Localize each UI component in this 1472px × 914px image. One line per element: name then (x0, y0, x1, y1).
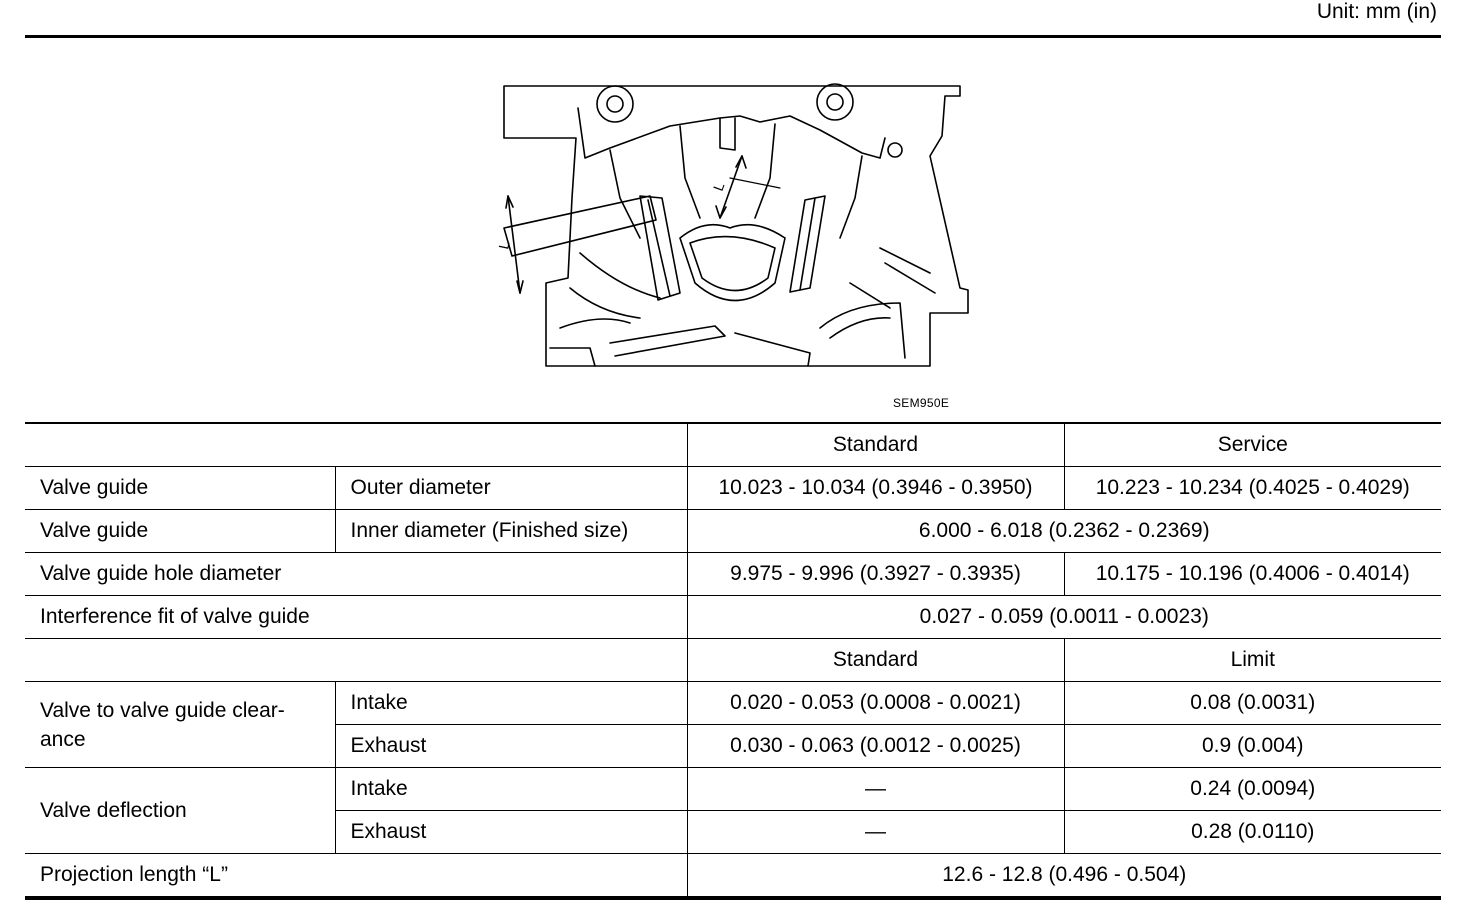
table-row (25, 467, 1441, 510)
combined-value: 6.000 - 6.018 (0.2362 - 0.2369) (687, 510, 1441, 553)
header-standard: Standard (687, 639, 1064, 682)
row-item: Valve guide (25, 467, 335, 510)
row-item-line2: ance (40, 727, 86, 751)
table-subheader-row (25, 639, 1441, 682)
header-limit: Limit (1064, 639, 1441, 682)
figure-code: SEM950E (893, 396, 950, 410)
row-sub-item: Exhaust (335, 811, 687, 854)
standard-value: 10.023 - 10.034 (0.3946 - 0.3950) (687, 467, 1064, 510)
table-row (25, 596, 1441, 639)
row-sub-item: Inner diameter (Finished size) (335, 510, 687, 553)
limit-value: 0.08 (0.0031) (1064, 682, 1441, 725)
top-rule (25, 35, 1441, 38)
subheader-blank-cell (25, 639, 687, 682)
limit-value: 0.24 (0.0094) (1064, 768, 1441, 811)
table-header-row (25, 423, 1441, 467)
row-item: Interference fit of valve guide (25, 596, 687, 639)
standard-value: 0.030 - 0.063 (0.0012 - 0.0025) (687, 725, 1064, 768)
row-sub-item: Outer diameter (335, 467, 687, 510)
table-row (25, 682, 1441, 725)
row-item: Projection length “L” (25, 854, 687, 899)
limit-value: 0.9 (0.004) (1064, 725, 1441, 768)
standard-value: 9.975 - 9.996 (0.3927 - 0.3935) (687, 553, 1064, 596)
unit-label: Unit: mm (in) (1316, 0, 1437, 23)
row-sub-item: Intake (335, 768, 687, 811)
header-standard: Standard (687, 423, 1064, 467)
service-value: 10.223 - 10.234 (0.4025 - 0.4029) (1064, 467, 1441, 510)
standard-value: — (687, 768, 1064, 811)
dimension-label-center: L (709, 180, 728, 194)
combined-value: 12.6 - 12.8 (0.496 - 0.504) (687, 854, 1441, 899)
standard-value: — (687, 811, 1064, 854)
service-value: 10.175 - 10.196 (0.4006 - 0.4014) (1064, 553, 1441, 596)
header-blank-cell (25, 423, 687, 467)
table-row (25, 854, 1441, 899)
row-item (25, 682, 335, 768)
row-item: Valve deflection (25, 768, 335, 854)
standard-value: 0.020 - 0.053 (0.0008 - 0.0021) (687, 682, 1064, 725)
table-row (25, 768, 1441, 811)
cylinder-head-diagram (490, 78, 980, 378)
dimension-label-left: L (495, 239, 513, 251)
row-item-line1: Valve to valve guide clear- (40, 698, 285, 722)
table-row (25, 553, 1441, 596)
combined-value: 0.027 - 0.059 (0.0011 - 0.0023) (687, 596, 1441, 639)
header-service: Service (1064, 423, 1441, 467)
row-item: Valve guide (25, 510, 335, 553)
row-sub-item: Exhaust (335, 725, 687, 768)
row-sub-item: Intake (335, 682, 687, 725)
row-item: Valve guide hole diameter (25, 553, 687, 596)
table-row (25, 510, 1441, 553)
limit-value: 0.28 (0.0110) (1064, 811, 1441, 854)
spec-table (25, 422, 1441, 900)
